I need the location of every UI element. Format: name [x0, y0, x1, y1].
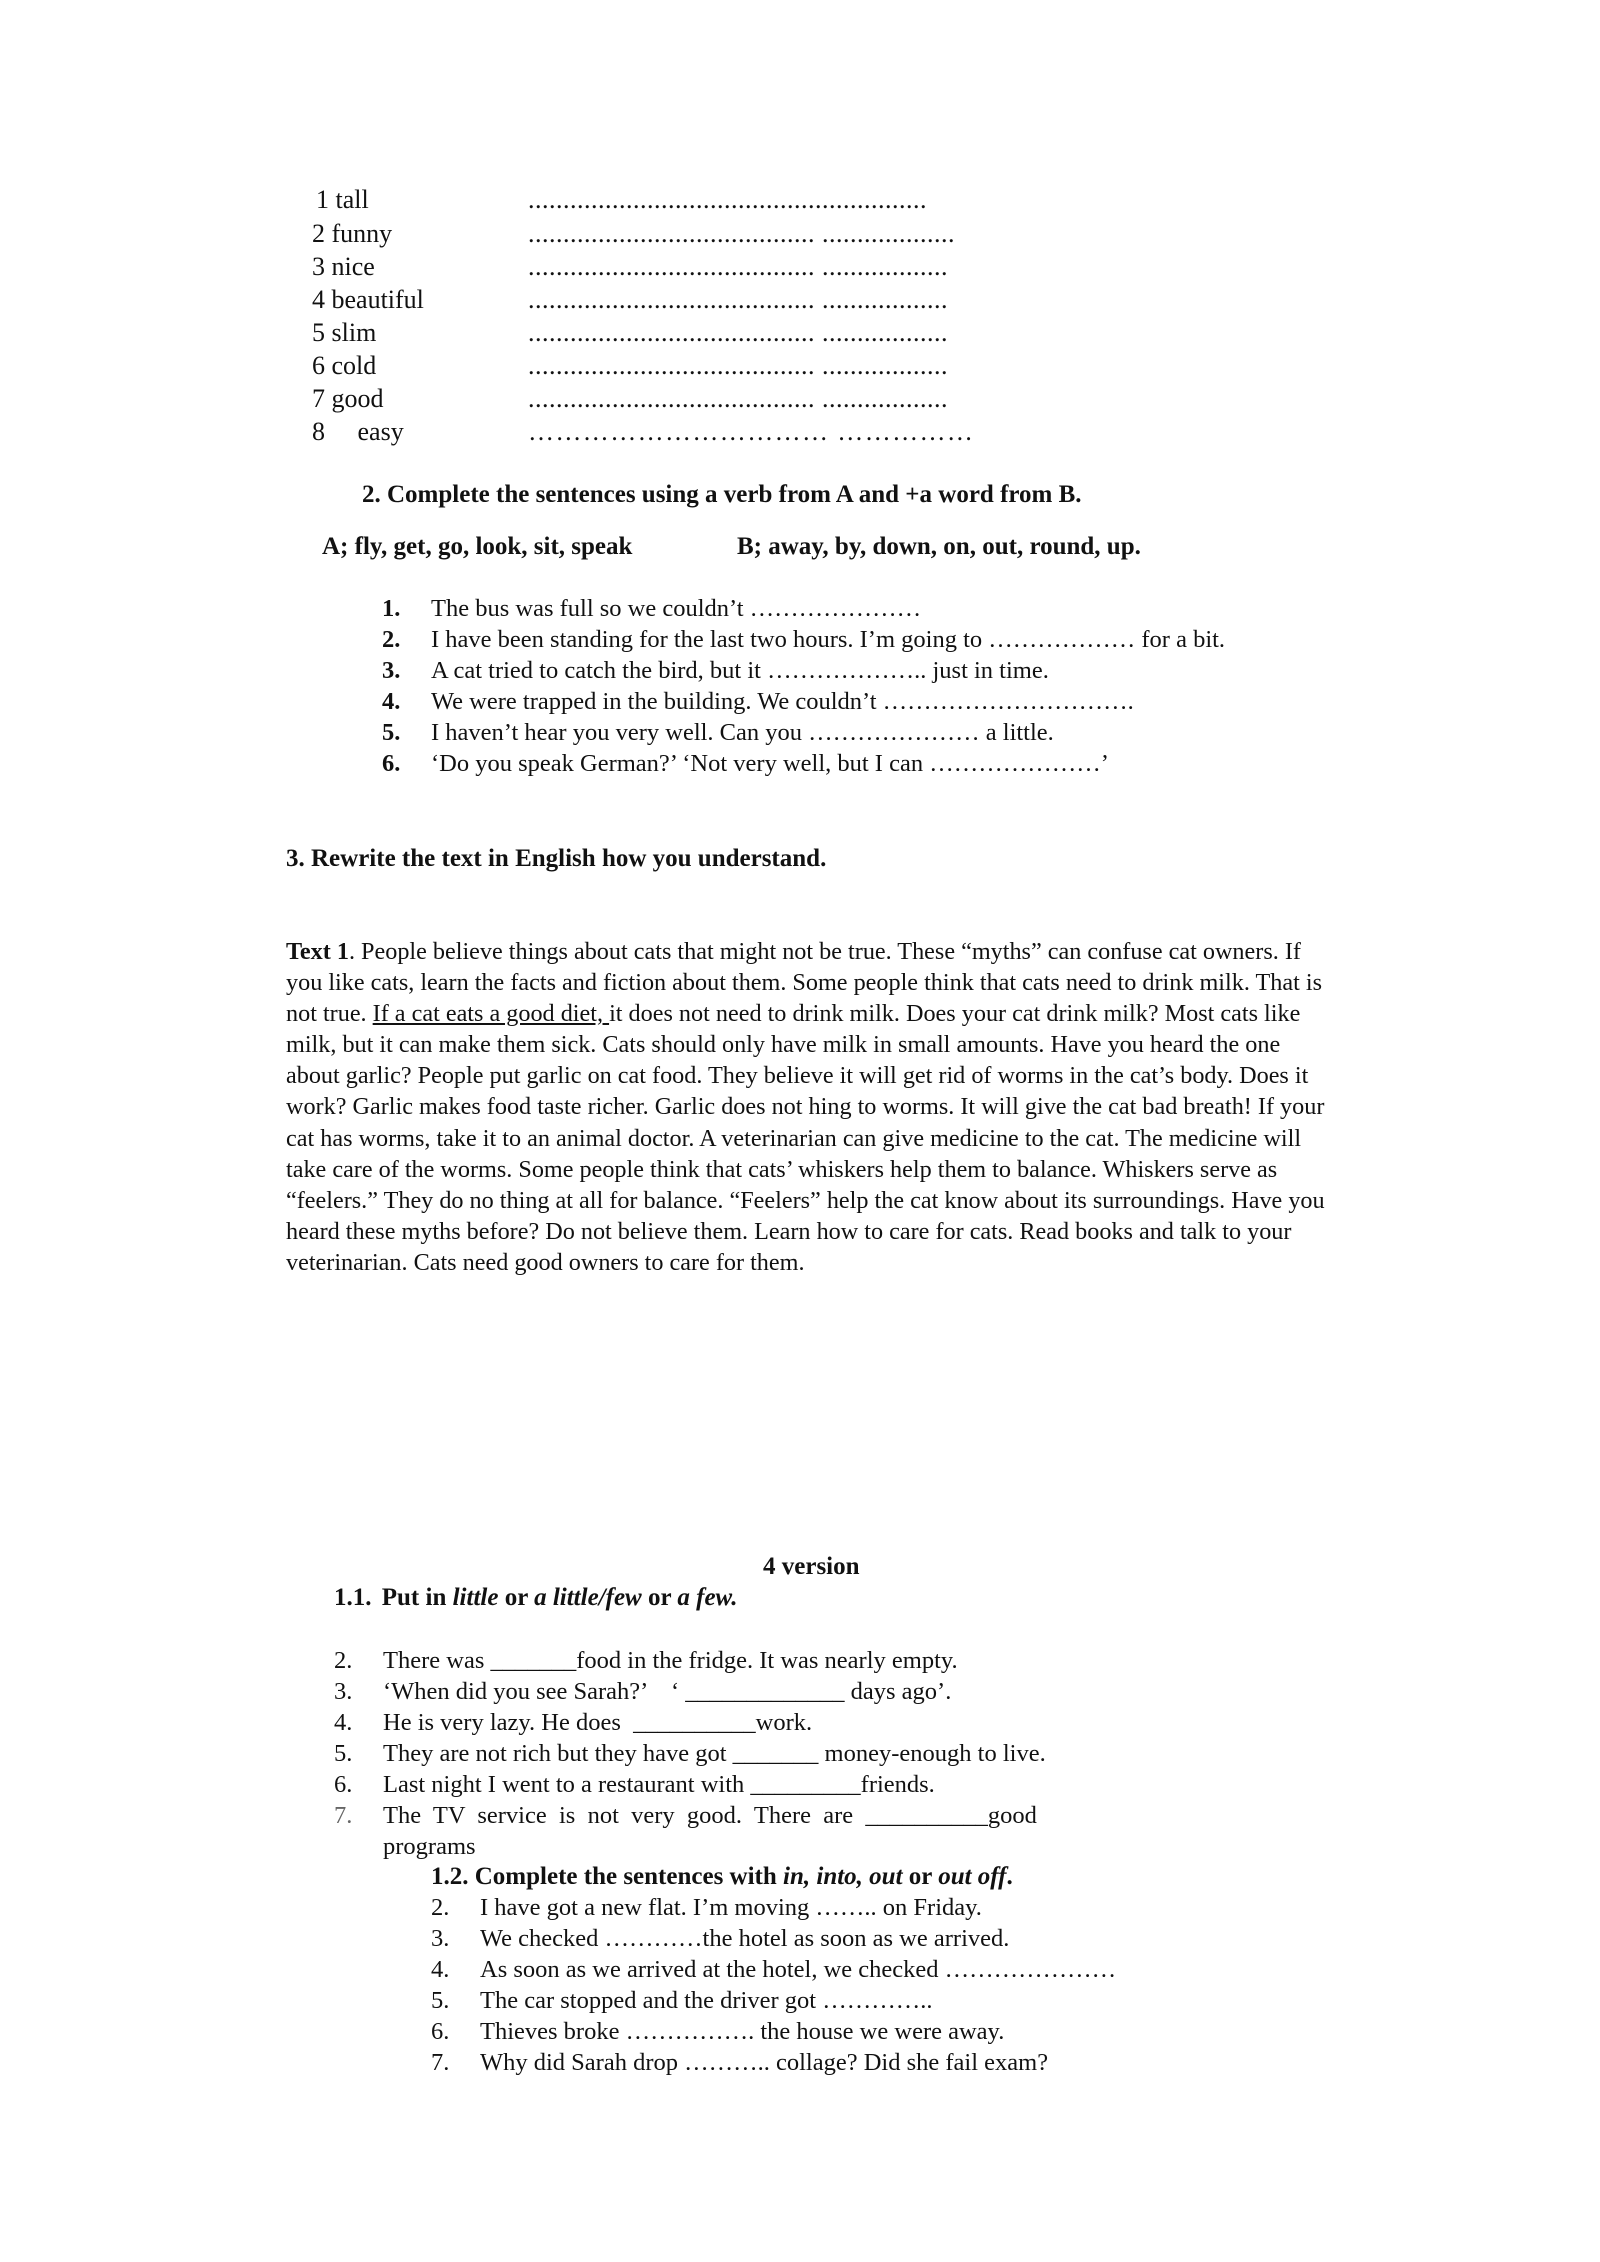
- list-item-continuation: [334, 1831, 1234, 1862]
- group-b-words: B; away, by, down, on, out, round, up.: [737, 533, 1141, 560]
- list-item: [334, 1800, 1234, 1831]
- item-number: 2.: [334, 1647, 353, 1674]
- item-number: 4.: [382, 688, 401, 715]
- item-text: They are not rich but they have got _______ money-enough to live.: [383, 1740, 1046, 1767]
- item-text: We checked …………the hotel as soon as we arrived.: [480, 1925, 1010, 1952]
- item-text: Why did Sarah drop ……….. collage? Did she fail exam?: [480, 2049, 1049, 2076]
- passage-text: it does not need to drink milk. Does your cat drink milk? Most cats like milk, but it can make them sick. Cats should only have milk in small amounts. Have you heard the one about garlic? People put garlic on cat food. They believe it will get rid of worms in the cat’s body. Does it work? Garlic makes food taste richer. Garlic does not hing to worms. It will give the cat bad breath! If your cat has worms, take it to an animal doctor. A veterinarian can give medicine to the cat. The medicine will take care of the worms. Some people think that cats’ whiskers help them to balance. Whiskers serve as “feelers.” They do no thing at all for balance. “Feelers” help the cat know about its surroundings. Have you heard these myths before? Do not believe them. Learn how to care for cats. Read books and talk to your veterinarian. Cats need good owners to care for them.: [286, 1000, 1325, 1276]
- item-text: A cat tried to catch the bird, but it ……………….. just in time.: [431, 657, 1049, 684]
- answer-blank: ......................................... ..................: [528, 252, 948, 281]
- exercise-1-2-title: 1.2. Complete the sentences with in, into, out or out off.: [431, 1863, 1013, 1890]
- list-item: [382, 748, 1342, 779]
- list-item: [382, 717, 1342, 748]
- item-text: I have been standing for the last two hours. I’m going to ……………… for a bit.: [431, 626, 1226, 653]
- list-item: [334, 1676, 1234, 1707]
- passage-label: Text 1: [286, 938, 349, 965]
- item-number: 5.: [431, 1987, 450, 2014]
- list-item: [431, 1985, 1331, 2016]
- list-item: [431, 2047, 1331, 2078]
- item-text: We were trapped in the building. We couldn’t ………………………….: [431, 688, 1134, 715]
- adjective-word: 5 slim: [312, 318, 377, 347]
- item-text: I have got a new flat. I’m moving …….. on Friday.: [480, 1894, 982, 1921]
- item-number: 5.: [334, 1740, 353, 1767]
- answer-blank: ......................................... ..................: [528, 285, 948, 314]
- answer-blank: ......................................... ..................: [528, 318, 948, 347]
- item-text: Thieves broke ……………. the house we were away.: [480, 2018, 1005, 2045]
- exercise-1-1-title: 1.1. Put in little or a little/few or a few.: [334, 1584, 738, 1611]
- adjective-word: 8 easy: [312, 417, 404, 446]
- reading-passage: [286, 936, 1334, 1278]
- adjective-word: 4 beautiful: [312, 285, 424, 314]
- answer-blank: ......................................... ...................: [528, 219, 955, 248]
- item-text: The car stopped and the driver got …………..: [480, 1987, 933, 2014]
- item-text: ‘When did you see Sarah?’ ‘ _____________ days ago’.: [383, 1678, 952, 1705]
- item-number: 7.: [334, 1802, 353, 1829]
- answer-blank: ......................................... ..................: [528, 351, 948, 380]
- item-number: 6.: [334, 1771, 353, 1798]
- passage-underlined-text: If a cat eats a good diet,: [372, 1000, 610, 1028]
- list-item: [382, 655, 1342, 686]
- item-number: 6.: [431, 2018, 450, 2045]
- adjective-word: 6 cold: [312, 351, 377, 380]
- item-text: The bus was full so we couldn’t …………………: [431, 595, 922, 622]
- list-item: [334, 1738, 1234, 1769]
- adjective-word: 3 nice: [312, 252, 375, 281]
- answer-blank: …………………………… ……………: [528, 417, 975, 446]
- list-item: [334, 1769, 1234, 1800]
- list-item: [334, 1707, 1234, 1738]
- adjective-word: 1 tall: [316, 185, 369, 214]
- item-number: 3.: [334, 1678, 353, 1705]
- list-item: [382, 593, 1342, 624]
- item-number: 3.: [431, 1925, 450, 1952]
- list-item: [382, 624, 1342, 655]
- passage-text: . People believe things about cats that might not be true. These “myths” can confuse cat owners. If you like cats, learn the facts and fiction about them. Some people think that cats need to drink milk. That is not true.: [286, 938, 1322, 1028]
- item-text: ‘Do you speak German?’ ‘Not very well, but I can …………………’: [431, 750, 1109, 777]
- exercise-1-1-list: [334, 1645, 1234, 1862]
- list-item: [431, 1954, 1331, 1985]
- list-item: [431, 1892, 1331, 1923]
- item-text: There was _______food in the fridge. It was nearly empty.: [383, 1647, 958, 1674]
- item-number: 1.: [382, 595, 401, 622]
- exercise-2-title: 2. Complete the sentences using a verb from A and +a word from B.: [362, 481, 1082, 508]
- group-a-words: A; fly, get, go, look, sit, speak: [322, 533, 633, 560]
- item-text: The TV service is not very good. There are __________good: [383, 1802, 1037, 1829]
- adjective-word: 2 funny: [312, 219, 393, 248]
- item-text: I haven’t hear you very well. Can you ………………… a little.: [431, 719, 1054, 746]
- item-number: 2.: [382, 626, 401, 653]
- item-number: 4.: [334, 1709, 353, 1736]
- item-number: 5.: [382, 719, 401, 746]
- answer-blank: .........................................................: [528, 185, 927, 214]
- item-text: He is very lazy. He does __________work.: [383, 1709, 813, 1736]
- item-number: 7.: [431, 2049, 450, 2076]
- exercise-2-list: [382, 593, 1342, 779]
- answer-blank: ......................................... ..................: [528, 384, 948, 413]
- version-heading: 4 version: [763, 1553, 860, 1580]
- exercise-3-title: 3. Rewrite the text in English how you understand.: [286, 845, 827, 872]
- list-item: [431, 2016, 1331, 2047]
- item-number: 6.: [382, 750, 401, 777]
- adjective-word: 7 good: [312, 384, 384, 413]
- list-item: [431, 1923, 1331, 1954]
- item-number: 3.: [382, 657, 401, 684]
- item-number: 4.: [431, 1956, 450, 1983]
- list-item: [334, 1645, 1234, 1676]
- list-item: [382, 686, 1342, 717]
- item-text: Last night I went to a restaurant with _________friends.: [383, 1771, 935, 1798]
- item-text: As soon as we arrived at the hotel, we checked …………………: [480, 1956, 1117, 1983]
- item-text: programs: [383, 1833, 476, 1860]
- exercise-1-2-list: [431, 1892, 1331, 2078]
- item-number: 2.: [431, 1894, 450, 1921]
